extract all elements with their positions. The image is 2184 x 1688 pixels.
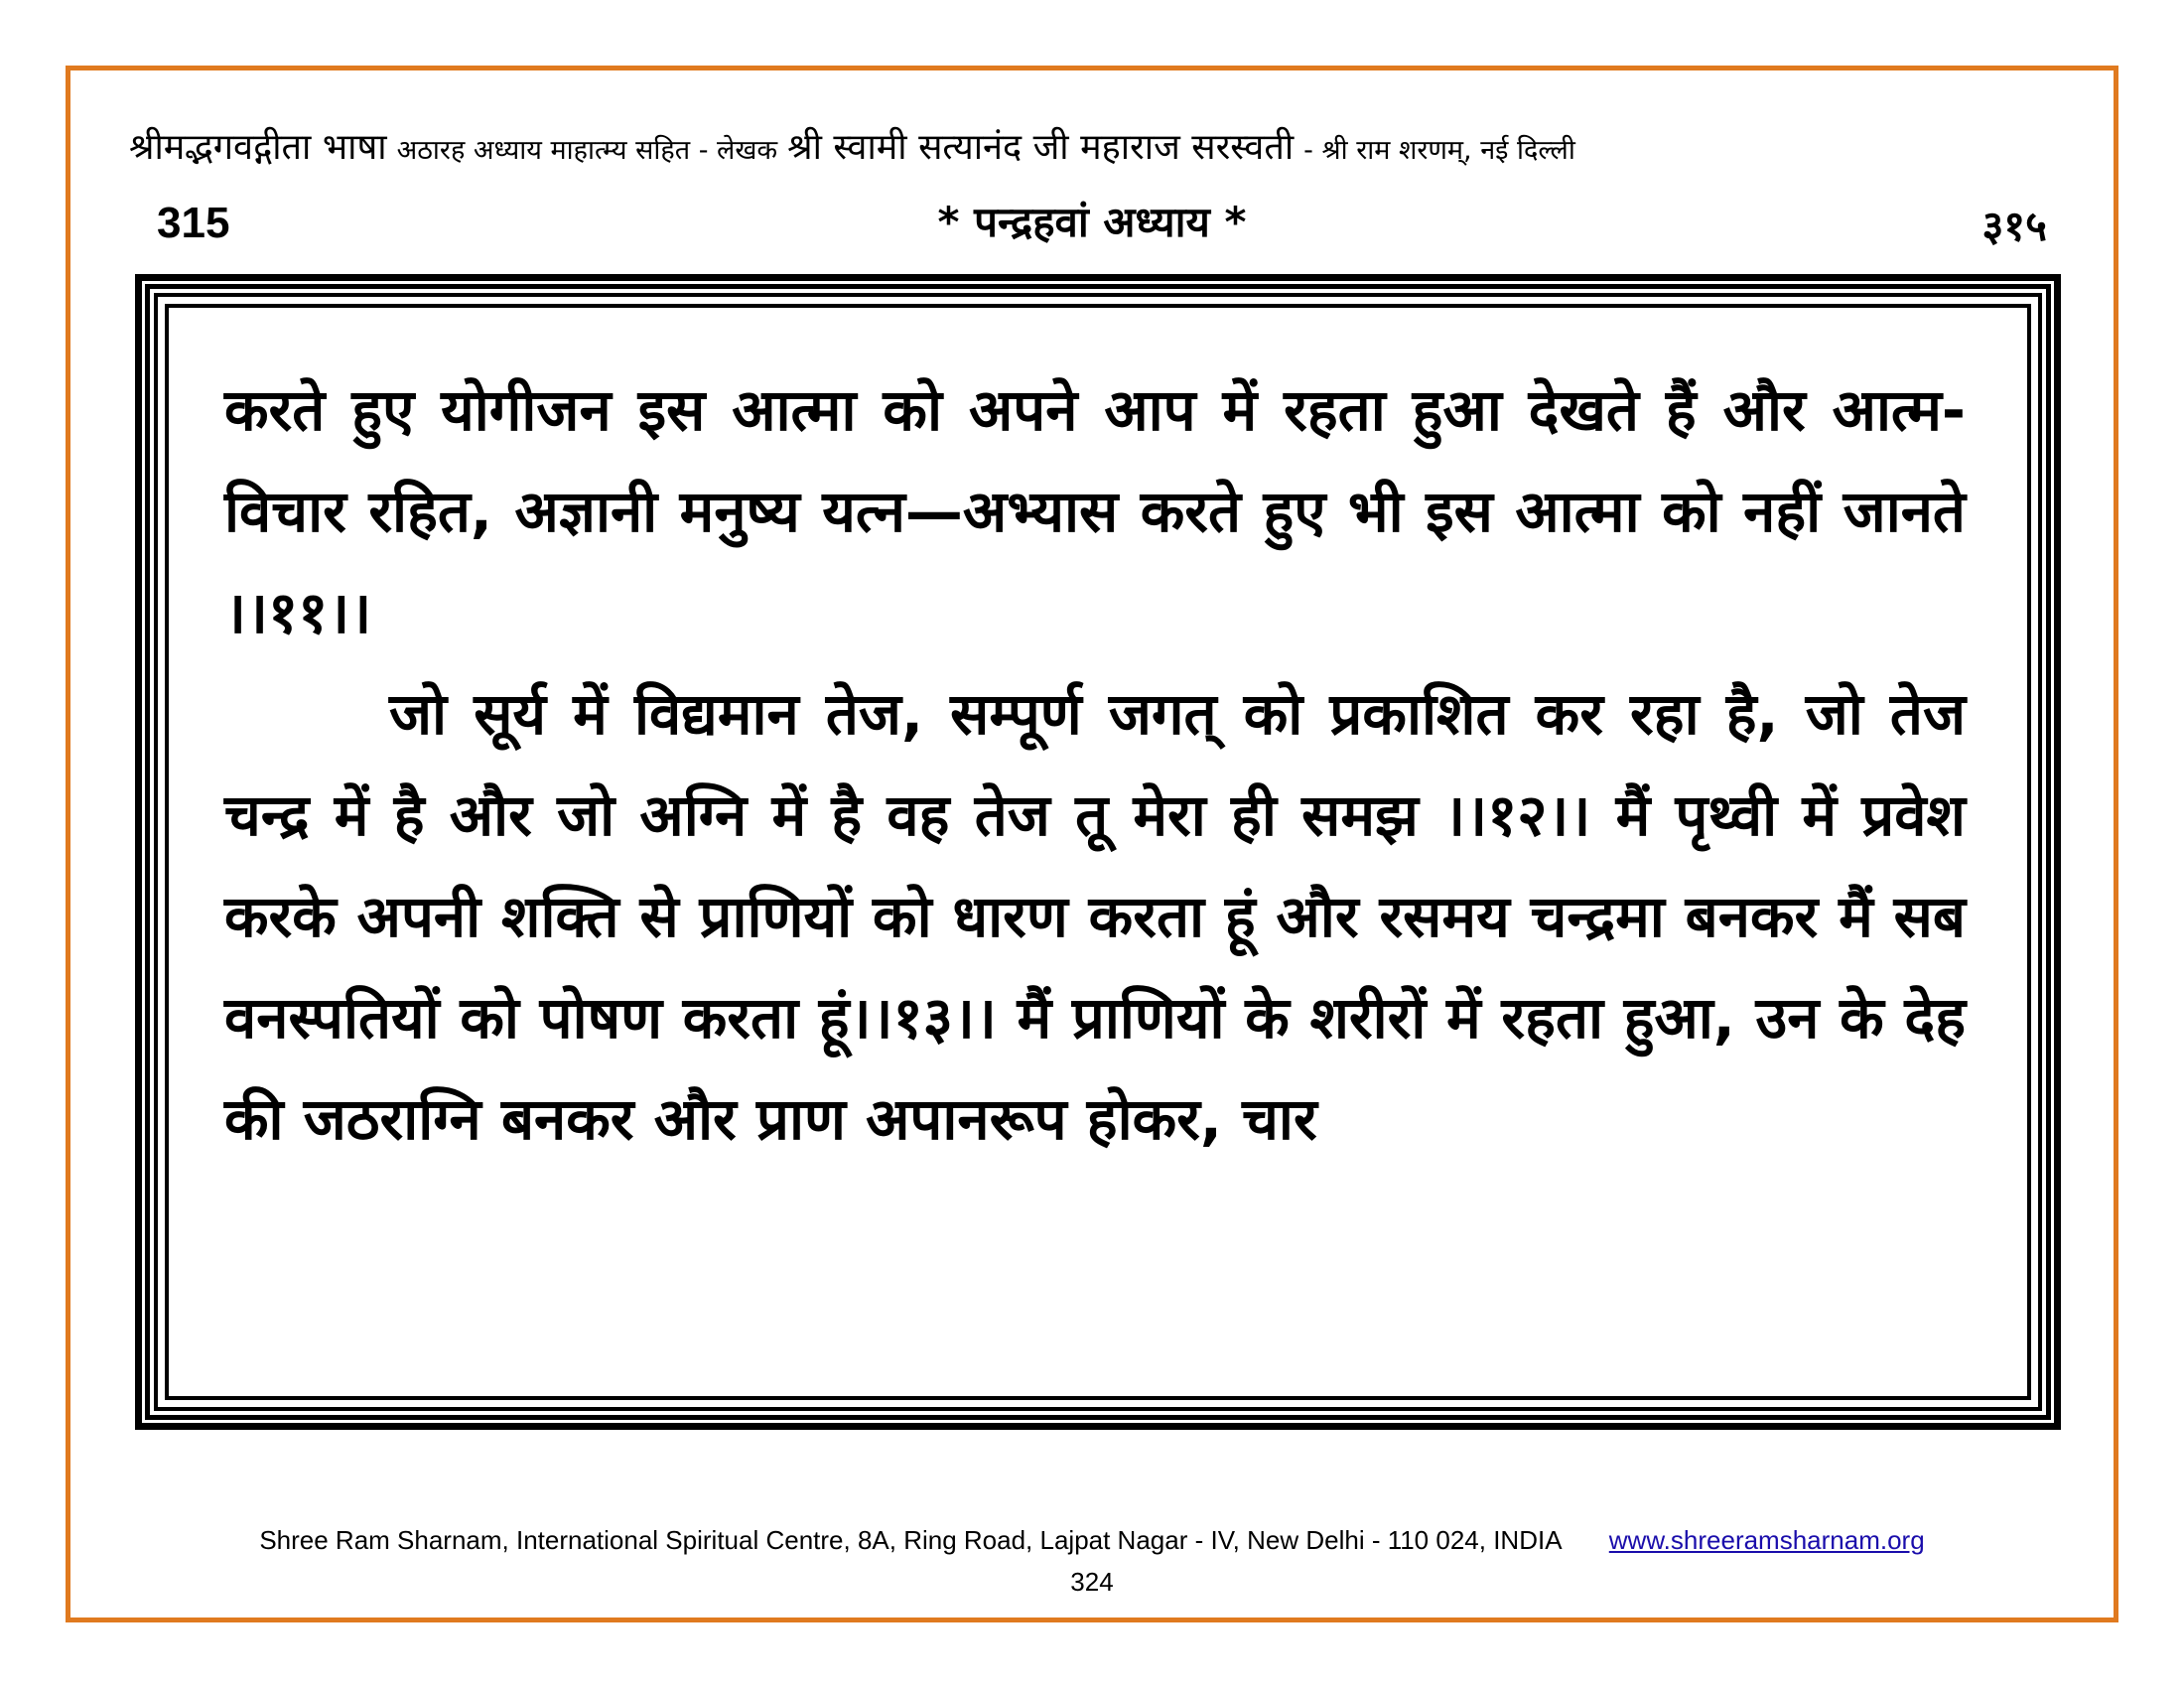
footer-address: Shree Ram Sharnam, International Spiritual Centre, 8A, Ring Road, Lajpat Nagar - IV, New Delhi - 110 024, INDIA — [259, 1525, 1563, 1555]
publisher-name: - श्री राम शरणम्, नई दिल्ली — [1303, 135, 1575, 166]
scripture-text — [224, 359, 1966, 1170]
book-subtitle: अठारह अध्याय माहात्म्य सहित - लेखक — [396, 135, 778, 166]
footer — [0, 1525, 2184, 1556]
paragraph-verse-12-13: जो सूर्य में विद्यमान तेज, सम्पूर्ण जगत् को प्रकाशित कर रहा है, जो तेज चन्द्र में है और जो अग्नि में है वह तेज तू मेरा ही समझ ।।१२।। मैं पृथ्वी में प्रवेश करके अपनी शक्ति से प्राणियों को धारण करता हूं और रसमय चन्द्रमा बनकर मैं सब वनस्पतियों को पोषण करता हूं।।१३।। मैं प्राणियों के शरीरों में रहता हुआ, उन के देह की जठराग्नि बनकर और प्राण अपानरूप होकर, चार — [224, 680, 1966, 1153]
book-title: श्रीमद्भगवद्गीता भाषा — [129, 127, 387, 168]
paragraph-verse-11: करते हुए योगीजन इस आत्मा को अपने आप में रहता हुआ देखते हैं और आत्म-विचार रहित, अज्ञानी मनुष्य यत्न—अभ्यास करते हुए भी इस आत्मा को नहीं जानते ।।११।। — [224, 376, 1966, 646]
footer-page-number: 324 — [1070, 1567, 1114, 1597]
website-link[interactable]: www.shreeramsharnam.org — [1608, 1525, 1925, 1555]
author-name: श्री स्वामी सत्यानंद जी महाराज सरस्वती — [787, 127, 1295, 168]
chapter-title: * पन्द्रहवां अध्याय * — [937, 198, 1247, 246]
page-number-arabic: 315 — [157, 199, 230, 247]
running-header — [129, 121, 2065, 177]
page-number-devanagari: ३१५ — [1981, 202, 2047, 250]
